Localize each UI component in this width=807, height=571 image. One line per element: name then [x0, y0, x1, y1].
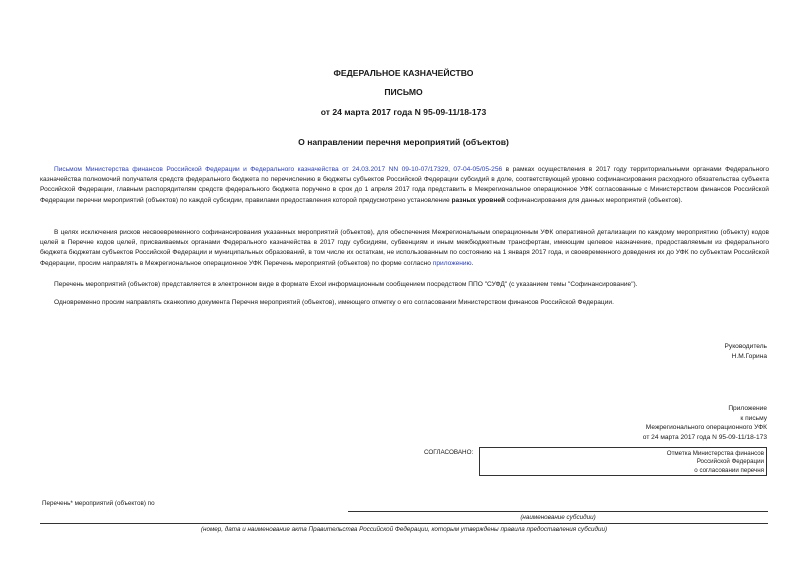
paragraph-4: Одновременно просим направлять сканкопию документа Перечня мероприятий (объектов), имеющего отметку о его согласовании Министерством финансов Российской Федерации.: [54, 299, 614, 306]
list-label: Перечень* мероприятий (объектов) по: [42, 500, 155, 507]
org-title: ФЕДЕРАЛЬНОЕ КАЗНАЧЕЙСТВО: [333, 68, 474, 78]
subsidy-caption: (наименование субсидии): [520, 514, 596, 521]
doc-date-number: от 24 марта 2017 года N 95-09-11/18-173: [320, 107, 487, 117]
act-line: [40, 523, 768, 524]
approval-box-text: [667, 450, 764, 475]
appendix-line-2: к письму: [740, 414, 767, 422]
doc-subject: О направлении перечня мероприятий (объектов): [298, 137, 509, 147]
approval-box-line-3: о согласовании перечня: [694, 466, 764, 474]
appendix-line-3: Межрегионального операционного УФК: [645, 424, 767, 432]
signature-block: [725, 342, 767, 361]
paragraph-1: [40, 165, 769, 206]
paragraph-1-text: в рамках осуществления в 2017 году территориальными органами Федерального казначейства полномочий получателя средств федерального бюджета по перечислению в бюджеты субъектов Российской Федерации субсидий в доле, соответствующей уровню софинансирования расходного обязательства субъекта Российской Федерации, главным распорядителям средств федерального бюджета поручено в срок до 1 апреля 2017 года представить в Межрегиональное операционное УФК согласованные с Министерством финансов Российской Федерации перечни мероприятий (объектов) по каждой субсидии, правилами предоставления которой предусмотрено установление: [40, 166, 769, 204]
approval-box: [479, 447, 767, 476]
appendix-block: [643, 404, 767, 442]
subsidy-name-line: [348, 511, 768, 512]
signature-name: Н.М.Горина: [731, 352, 767, 360]
approval-box-line-2: Российской Федерации: [696, 458, 764, 466]
act-caption: (номер, дата и наименование акта Правительства Российской Федерации, которым утверждены правила предоставления субсидии): [200, 526, 608, 533]
appendix-link[interactable]: приложению: [432, 259, 472, 267]
paragraph-3: Перечень мероприятий (объектов) представляется в электронном виде в формате Excel информационным сообщением посредством ППО "СУФД" (с указанием темы "Софинансирование").: [54, 281, 638, 288]
approval-box-line-1: Отметка Министерства финансов: [666, 450, 764, 457]
signature-position: Руководитель: [724, 343, 767, 350]
paragraph-1-end: софинансирования для данных мероприятий (объектов).: [505, 196, 683, 204]
appendix-line-1: Приложение: [728, 405, 767, 412]
paragraph-2-text: В целях исключения рисков несвоевременного софинансирования указанных мероприятий (объектов), для обеспечения Межрегиональным операционным УФК оперативной детализации по каждому мероприятию (объекту) кодов целей в Перечне кодов целей, присваиваемых органами Федерального казначейства в 2017 году субсидиям, субвенциям и иным межбюджетным трансфертам, имеющим целевое назначение, предоставляемым из федерального бюджета бюджетам субъектов Российской Федерации и муниципальных образований, в том числе их остаткам, не использованным по состоянию на 1 января 2017 года, и своевременного доведения их до УФК по субъектам Российской Федерации, просим направлять в Межрегиональное операционное УФК Перечень мероприятий (объектов) по форме согласно: [40, 229, 769, 267]
paragraph-2-end: .: [471, 259, 474, 267]
paragraph-2: [40, 228, 769, 269]
doc-type: ПИСЬМО: [384, 87, 423, 97]
appendix-line-4: от 24 марта 2017 года N 95-09-11/18-173: [642, 433, 767, 441]
approval-label: СОГЛАСОВАНО:: [424, 449, 474, 456]
paragraph-1-bold: разных уровней: [451, 196, 506, 204]
ministry-letter-link[interactable]: Письмом Министерства финансов Российской Федерации и Федерального казначейства от 24.03.2017 NN 09-10-07/17329, 07-04-05/05-256: [54, 166, 503, 173]
